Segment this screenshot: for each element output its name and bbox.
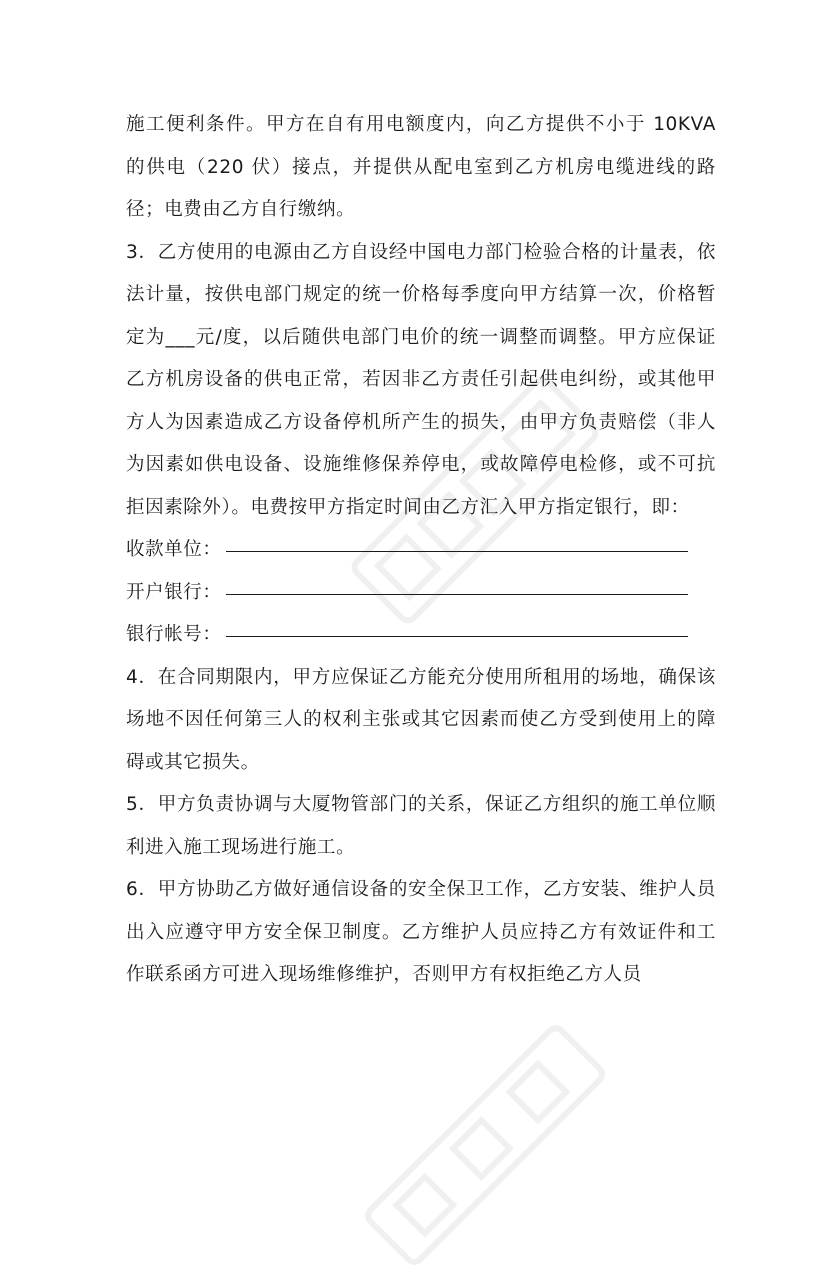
field-payee — [126, 529, 716, 572]
field-payee-blank — [226, 550, 688, 552]
field-account-label: 银行帐号： — [126, 624, 222, 645]
field-bank — [126, 572, 716, 615]
field-account-blank — [226, 635, 688, 637]
field-payee-label: 收款单位： — [126, 539, 222, 560]
document-body — [126, 104, 716, 997]
paragraph-clause-3: 3．乙方使用的电源由乙方自设经中国电力部门检验合格的计量表，依法计量，按供电部门规定的统一价格每季度向甲方结算一次，价格暂定为___元/度，以后随供电部门电价的统一调整而调整。甲方应保证乙方机房设备的供电正常，若因非乙方责任引起供电纠纷，或其他甲方人为因素造成乙方设备停机所产生的损失，由甲方负责赔偿（非人为因素如供电设备、设施维修保养停电，或故障停电检修，或不可抗拒因素除外）。电费按甲方指定时间由乙方汇入甲方指定银行，即： — [126, 241, 716, 518]
paragraph-clause-5: 5．甲方负责协调与大厦物管部门的关系，保证乙方组织的施工单位顺利进入施工现场进行施工。 — [126, 794, 716, 858]
field-bank-label: 开户银行： — [126, 581, 222, 603]
paragraph-power-supply: 施工便利条件。甲方在自有用电额度内，向乙方提供不小于 10KVA 的供电（220 伏）接点，并提供从配电室到乙方机房电缆进线的路径；电费由乙方自行缴纳。 — [126, 114, 716, 220]
field-bank-blank — [226, 593, 688, 595]
paragraph-clause-4: 4．在合同期限内，甲方应保证乙方能充分使用所租用的场地，确保该场地不因任何第三人的权利主张或其它因素而使乙方受到使用上的障碍或其它损失。 — [126, 666, 716, 773]
watermark-stamp-icon-bottom — [344, 1004, 627, 1286]
field-account — [126, 614, 716, 657]
paragraph-clause-6: 6．甲方协助乙方做好通信设备的安全保卫工作，乙方安装、维护人员出入应遵守甲方安全保卫制度。乙方维护人员应持乙方有效证件和工作联系函方可进入现场维修维护，否则甲方有权拒绝乙方人员 — [126, 879, 716, 985]
